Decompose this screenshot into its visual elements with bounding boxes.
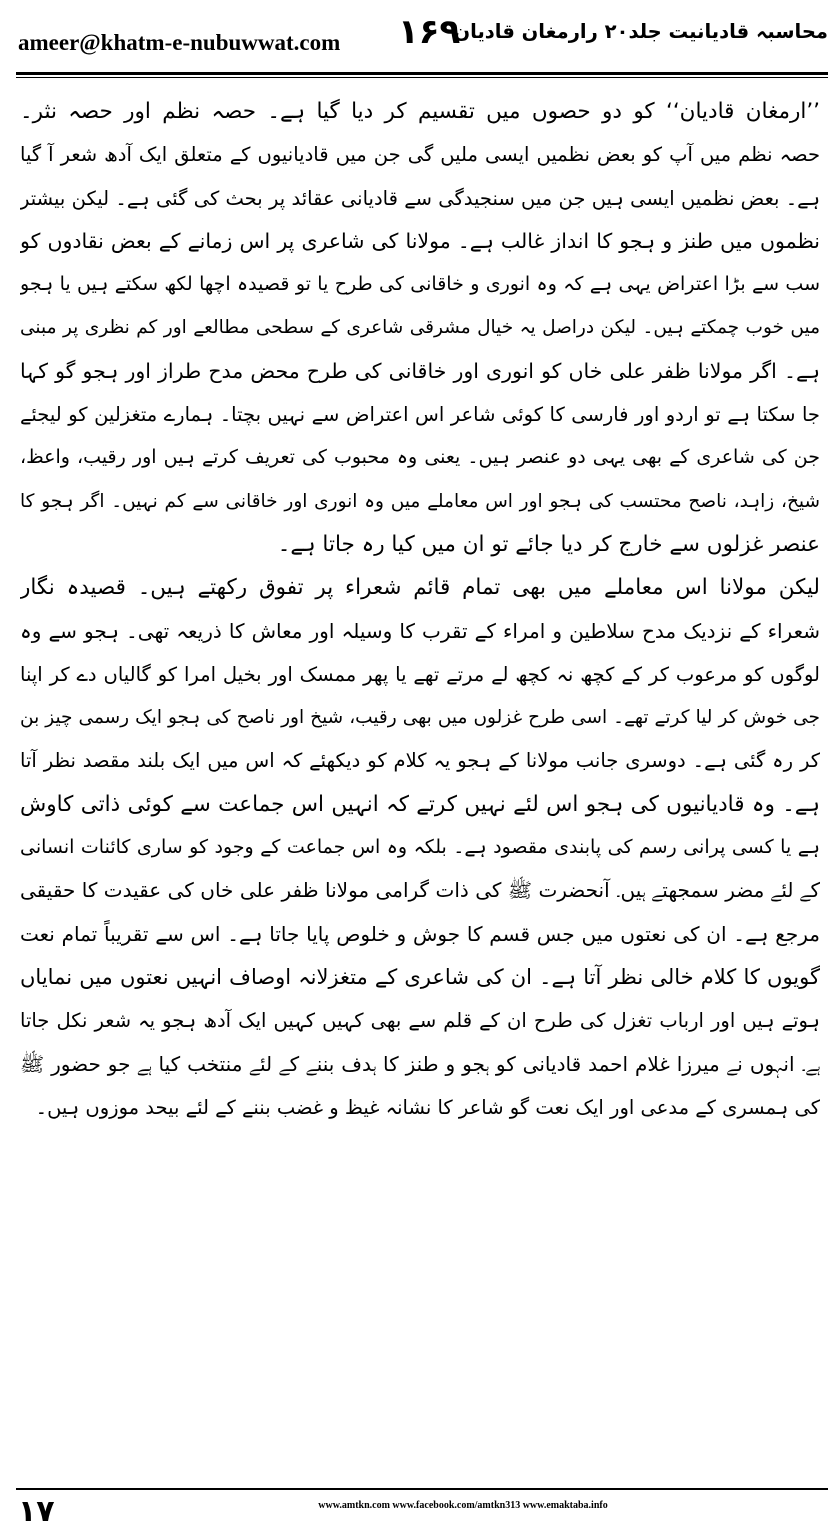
text-line: جن کی شاعری کے بھی یہی دو عنصر ہیں۔ یعنی وہ محبوب کی تعریف کرتے ہیں اور رقیب، واعظ، (20, 446, 820, 469)
body-text (20, 90, 820, 1475)
text-line: نظموں میں طنز و ہجو کا انداز غالب ہے۔ مولانا کی شاعری پر اس زمانے کے بعض نقادوں کو (20, 228, 820, 253)
text-line: شعراء کے نزدیک مدح سلاطین و امراء کے تقرب کا وسیلہ اور معاش کا ذریعہ تھی۔ ہجو سے وہ (20, 618, 820, 643)
text-line: ہوتے ہیں اور ارباب تغزل کی طرح ان کے قلم سے بھی کہیں کہیں ایک آدھ ہجو یہ شعر نکل جاتا (20, 1009, 820, 1033)
text-line: حصہ نظم میں آپ کو بعض نظمیں ایسی ملیں گی جن میں قادیانیوں کے متعلق ایک آدھ شعر آ گیا (20, 143, 820, 167)
text-line: کر رہ گئی ہے۔ دوسری جانب مولانا کے ہجو یہ کلام کو دیکھئے کہ اس میں ایک بلند مقصد نظر آتا (20, 749, 820, 773)
text-line: ہے۔ وہ قادیانیوں کی ہجو اس لئے نہیں کرتے کہ انہیں اس جماعت سے کوئی ذاتی کاوش (20, 791, 820, 817)
text-line: شیخ، زاہد، ناصح محتسب کی ہجو اور اس معاملے میں وہ انوری اور خاقانی سے کم نہیں۔ اگر ہجو کا (20, 490, 820, 512)
footer-divider (16, 1488, 828, 1490)
text-line: لیکن مولانا اس معاملے میں بھی تمام قائم شعراء پر تفوق رکھتے ہیں۔ قصیدہ نگار (20, 575, 820, 601)
header-email: ameer@khatm-e-nubuwwat.com (18, 30, 341, 55)
header-divider (16, 72, 828, 75)
header-book-title: محاسبہ قادیانیت جلد۲۰ رارمغان قادیان (453, 20, 828, 43)
text-line: میں خوب چمکتے ہیں۔ لیکن دراصل یہ خیال مشرقی شاعری کے سطحی مطالعے اور کم نظری پر مبنی (20, 317, 820, 339)
page-footer (0, 1488, 840, 1540)
text-line: ہے۔ بعض نظمیں ایسی ہیں جن میں سنجیدگی سے قادیانی عقائد پر بحث کی گئی ہے۔ لیکن بیشتر (20, 186, 820, 210)
text-line: عنصر غزلوں سے خارج کر دیا جائے تو ان میں کیا رہ جاتا ہے۔ (277, 531, 820, 557)
text-line: سب سے بڑا اعتراض یہی ہے کہ وہ انوری و خاقانی کی طرح یا تو قصیدہ اچھا لکھ سکتے ہیں یا ہجو (20, 273, 820, 296)
text-line: جا سکتا ہے تو اردو اور فارسی کا کوئی شاعر اس اعتراض سے نہیں بچتا۔ ہمارے متغزلین کو لیجئے (20, 403, 820, 427)
text-line: لوگوں کو مرعوب کر کے کچھ نہ کچھ لے مرتے تھے یا پھر ممسک اور بخیل امرا کو گالیاں دے کر اپنا (20, 662, 820, 686)
text-line: ہے۔ انہوں نے میرزا غلام احمد قادیانی کو ہجو و طنز کا ہدف بننے کے لئے منتخب کیا ہے جو حضور ﷺ (20, 1051, 820, 1076)
text-line: ہے یا کسی پرانی رسم کی پابندی مقصود ہے۔ بلکہ وہ اس جماعت کے وجود کو ساری کائنات انسانی (20, 836, 820, 859)
text-line: کے لئے مضر سمجھتے ہیں۔ آنحضرت ﷺ کی ذات گرامی مولانا ظفر علی خاں کی عقیدت کا حقیقی (20, 878, 820, 903)
footer-website-links: www.amtkn.com www.facebook.com/amtkn313 www.emaktaba.info (318, 1500, 608, 1511)
text-line: گویوں کا کلام خالی نظر آتا ہے۔ ان کی شاعری کے متغزلانہ اوصاف انہیں نعتوں میں نمایاں (20, 964, 820, 989)
text-line: مرجع ہے۔ ان کی نعتوں میں جس قسم کا جوش و خلوص پایا جاتا ہے۔ اس سے تقریباً تمام نعت (20, 921, 820, 946)
footer-page-marker: ۱۷ (18, 1494, 55, 1529)
text-line: جی خوش کر لیا کرتے تھے۔ اسی طرح غزلوں میں بھی رقیب، شیخ اور ناصح کی ہجو ایک رسمی چیز بن (20, 707, 820, 729)
page-header (16, 8, 828, 70)
text-line: ’’ارمغان قادیان‘‘ کو دو حصوں میں تقسیم کر دیا گیا ہے۔ حصہ نظم اور حصہ نثر۔ (20, 99, 820, 124)
header-page-number: ۱۶۹ (398, 12, 461, 52)
header-divider-thin (16, 77, 828, 78)
text-line: ہے۔ اگر مولانا ظفر علی خاں کو انوری اور خاقانی کی طرح محض مدح طراز اور ہجو گو کہا (20, 358, 820, 383)
text-line: کی ہمسری کے مدعی اور ایک نعت گو شاعر کا نشانہ غیظ و غضب بننے کے لئے بیحد موزوں ہیں۔ (35, 1095, 820, 1119)
